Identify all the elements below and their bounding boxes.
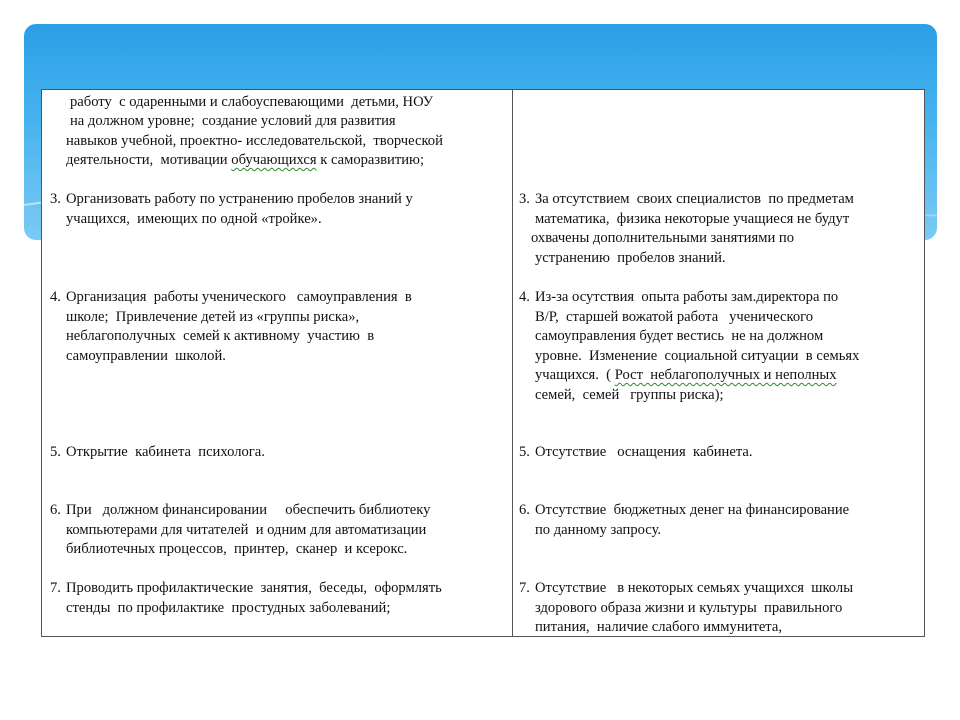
problem-line: питания, наличие слабого иммунитета, xyxy=(535,619,782,635)
problem-line: Отсутствие оснащения кабинета. xyxy=(535,444,753,460)
intro-line: работу с одаренными и слабоуспевающими детьми, НОУ xyxy=(70,94,434,110)
intro-text: обучающихся xyxy=(231,152,317,168)
problem-line: устранению пробелов знаний. xyxy=(535,249,726,266)
goal-line: учащихся, имеющих по одной «тройке». xyxy=(66,210,322,227)
problem-number: 3. xyxy=(519,191,530,207)
problem-number: 7. xyxy=(519,580,530,596)
goal-number: 3. xyxy=(50,191,61,207)
intro-text: деятельности, мотивации xyxy=(66,152,232,168)
goal-line: При должном финансировании обеспечить библиотеку xyxy=(66,502,431,518)
problem-text: учащихся. ( xyxy=(535,367,615,383)
column-divider xyxy=(512,90,513,636)
problem-line: Отсутствие бюджетных денег на финансирование xyxy=(535,502,850,518)
goal-line: Организовать работу по устранению пробелов знаний у xyxy=(66,191,413,207)
intro-line: навыков учебной, проектно- исследовательской, творческой xyxy=(66,133,443,149)
problem-line: математика, физика некоторые учащиеся не будут xyxy=(535,210,850,227)
goal-line: библиотечных процессов, принтер, сканер и ксерокс. xyxy=(66,541,408,557)
problem-number: 4. xyxy=(519,289,530,305)
problem-line: семей, семей группы риска); xyxy=(535,386,724,403)
goal-line: Организация работы ученического самоуправления в xyxy=(66,289,412,305)
intro-line: на должном уровне; создание условий для развития xyxy=(70,113,396,129)
problem-line: В/Р, старшей вожатой работа ученического xyxy=(535,308,814,325)
goal-line: самоуправлении школой. xyxy=(66,347,226,364)
problem-line: Из-за осутствия опыта работы зам.директора по xyxy=(535,289,839,305)
problem-line: Отсутствие в некоторых семьях учащихся школы xyxy=(535,580,854,596)
goal-line: Открытие кабинета психолога. xyxy=(66,444,265,460)
goal-number: 6. xyxy=(50,502,61,518)
document-table xyxy=(41,89,925,637)
problem-line: самоуправления будет вестись не на должном xyxy=(535,328,824,344)
problem-line: здорового образа жизни и культуры правильного xyxy=(535,599,843,616)
goal-line: неблагополучных семей к активному участию в xyxy=(66,328,375,344)
problem-text: Рост неблагополучных и неполных xyxy=(614,367,837,383)
problem-line: За отсутствием своих специалистов по предметам xyxy=(535,191,854,207)
goal-number: 4. xyxy=(50,289,61,305)
goal-number: 7. xyxy=(50,580,61,596)
problem-line: уровне. Изменение социальной ситуации в семьях xyxy=(535,347,860,364)
goal-line: школе; Привлечение детей из «группы риска», xyxy=(66,308,360,325)
goal-number: 5. xyxy=(50,444,61,460)
problem-number: 5. xyxy=(519,444,530,460)
problem-line: охвачены дополнительными занятиями по xyxy=(531,230,795,246)
problem-line xyxy=(535,366,837,386)
intro-line xyxy=(66,151,424,171)
goal-line: стенды по профилактике простудных заболеваний; xyxy=(66,599,391,616)
problem-line: по данному запросу. xyxy=(535,521,662,538)
goal-line: компьютерами для читателей и одним для автоматизации xyxy=(66,521,427,538)
intro-text: к саморазвитию; xyxy=(316,152,425,168)
goal-line: Проводить профилактические занятия, беседы, оформлять xyxy=(66,580,442,596)
problem-number: 6. xyxy=(519,502,530,518)
